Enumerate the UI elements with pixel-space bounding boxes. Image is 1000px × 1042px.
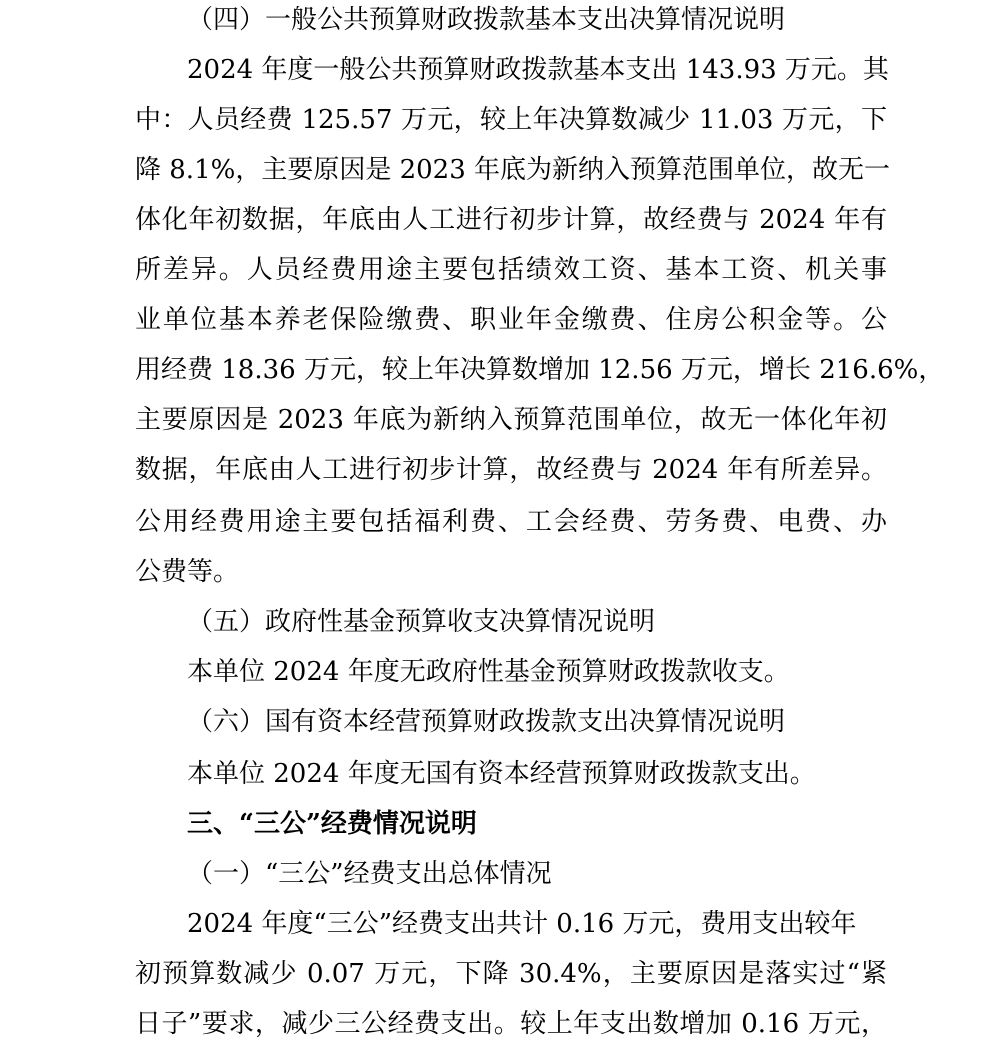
paragraph-line: 本单位 2024 年度无国有资本经营预算财政拨款支出。	[187, 759, 816, 789]
paragraph-line: 公费等。	[135, 557, 240, 587]
section-heading: （六）国有资本经营预算财政拨款支出决算情况说明	[187, 707, 786, 737]
paragraph-line: 2024 年度“三公”经费支出共计 0.16 万元，费用支出较年	[187, 909, 857, 939]
paragraph-line: 体化年初数据，年底由人工进行初步计算，故经费与 2024 年有	[135, 205, 887, 235]
paragraph-line: 数据，年底由人工进行初步计算，故经费与 2024 年有所差异。	[135, 455, 887, 485]
section-heading: （五）政府性基金预算收支决算情况说明	[187, 607, 656, 637]
section-heading: （一）“三公”经费支出总体情况	[187, 859, 552, 889]
paragraph-line: 降 8.1%，主要原因是 2023 年底为新纳入预算范围单位，故无一	[135, 155, 891, 185]
paragraph-line: 公用经费用途主要包括福利费、工会经费、劳务费、电费、办	[135, 507, 887, 537]
paragraph-line: 所差异。人员经费用途主要包括绩效工资、基本工资、机关事	[135, 255, 887, 285]
paragraph-line: 业单位基本养老保险缴费、职业年金缴费、住房公积金等。公	[135, 305, 887, 335]
paragraph-line: 本单位 2024 年度无政府性基金预算财政拨款收支。	[187, 657, 790, 687]
paragraph-line: 主要原因是 2023 年底为新纳入预算范围单位，故无一体化年初	[135, 405, 887, 435]
section-heading: （四）一般公共预算财政拨款基本支出决算情况说明	[187, 5, 786, 35]
paragraph-line: 日子”要求，减少三公经费支出。较上年支出数增加 0.16 万元，	[135, 1009, 887, 1039]
paragraph-line: 2024 年度一般公共预算财政拨款基本支出 143.93 万元。其	[187, 55, 889, 85]
paragraph-line: 初预算数减少 0.07 万元，下降 30.4%，主要原因是落实过“紧	[135, 959, 887, 989]
paragraph-line: 用经费 18.36 万元，较上年决算数增加 12.56 万元，增长 216.6%，	[135, 355, 945, 385]
paragraph-line: 中：人员经费 125.57 万元，较上年决算数减少 11.03 万元，下	[135, 105, 887, 135]
part-heading: 三、“三公”经费情况说明	[187, 809, 477, 839]
